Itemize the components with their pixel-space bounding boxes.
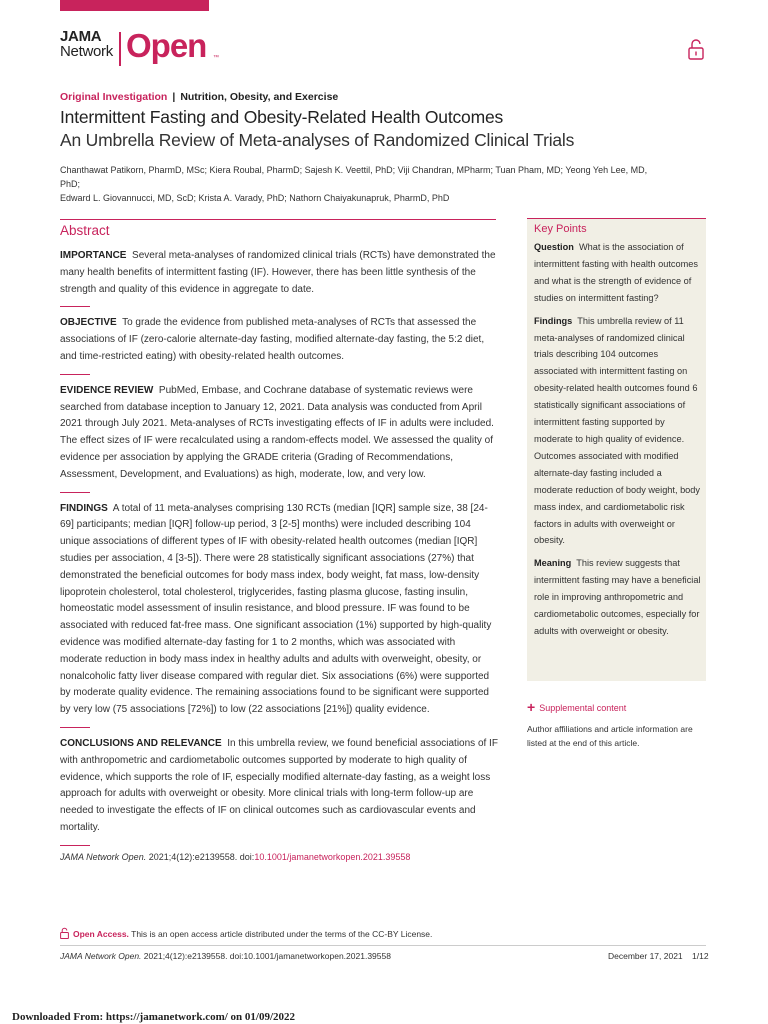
logo-open-text: Open bbox=[126, 27, 207, 64]
doi-link[interactable]: 10.1001/jamanetworkopen.2021.39558 bbox=[254, 852, 411, 862]
abstract-evidence-review bbox=[60, 383, 498, 484]
key-points-heading: Key Points bbox=[534, 223, 587, 235]
abstract-heading: Abstract bbox=[60, 223, 110, 238]
question-label: Question bbox=[534, 242, 574, 252]
section-divider bbox=[60, 727, 90, 728]
open-access-text: This is an open access article distributed under the terms of the CC-BY License. bbox=[131, 929, 433, 939]
page-number: 1/12 bbox=[692, 951, 709, 961]
importance-label: IMPORTANCE bbox=[60, 250, 127, 261]
evidence-text: PubMed, Embase, and Cochrane database of systematic reviews were searched from database inception to January 12, 2021. Data analysis was conducted from April 2021 through July 2021. Meta-analyses of RCTs investigating effects of IF in adults were included. The effect sizes of IF were recalculated using a random-effects model. We assessed the quality of evidence per association by applying the GRADE criteria (Grading of Recommendations, Assessment, Development, and Evaluations) as high, moderate, low, and very low. bbox=[60, 384, 494, 480]
plus-icon: + bbox=[527, 699, 536, 715]
objective-label: OBJECTIVE bbox=[60, 317, 117, 329]
supplemental-label: Supplemental content bbox=[539, 703, 627, 713]
open-lock-icon bbox=[688, 38, 704, 60]
question-text: What is the association of intermittent fasting with health outcomes and what is the strength of evidence of studies on intermittent fasting? bbox=[534, 242, 698, 303]
abstract-findings bbox=[60, 501, 498, 719]
key-points-body bbox=[534, 239, 702, 640]
publication-date: December 17, 2021 bbox=[608, 951, 683, 961]
brand-top-bar bbox=[60, 0, 209, 11]
abstract-conclusions bbox=[60, 736, 498, 837]
article-subtitle: An Umbrella Review of Meta-analyses of Randomized Clinical Trials bbox=[60, 130, 575, 150]
supplemental-content-link[interactable] bbox=[527, 699, 626, 715]
logo-separator bbox=[119, 32, 121, 66]
category-separator: | bbox=[172, 91, 176, 103]
open-access-label: Open Access. bbox=[73, 929, 129, 939]
citation-journal: JAMA Network Open. bbox=[60, 852, 147, 862]
open-access-lock-icon bbox=[60, 927, 69, 939]
abstract-citation bbox=[60, 852, 410, 862]
conclusions-text: In this umbrella review, we found beneficial associations of IF with anthropometric and cardiometabolic outcomes supported by moderate to high quality of evidence, which supports the role of IF, especially modified alternate-day fasting, as a weight loss approach for adults with overweight or obesity. More clinical trials with long-term follow-up are needed to investigate the effects of IF on clinical outcomes such as cardiovascular events and mortality. bbox=[60, 737, 498, 833]
footer-journal: JAMA Network Open. bbox=[60, 951, 142, 961]
abstract-objective bbox=[60, 315, 498, 365]
author-list bbox=[60, 163, 660, 205]
section-divider bbox=[60, 374, 90, 375]
footer-divider bbox=[60, 945, 706, 946]
key-points-box bbox=[527, 218, 706, 681]
conclusions-label: CONCLUSIONS AND RELEVANCE bbox=[60, 737, 222, 749]
logo-network-text: Network bbox=[60, 43, 113, 60]
article-type[interactable]: Original Investigation bbox=[60, 91, 168, 103]
findings-label: FINDINGS bbox=[60, 502, 108, 514]
section-divider bbox=[60, 492, 90, 493]
objective-text: To grade the evidence from published meta-analyses of RCTs that assessed the associations of IF (zero-calorie alternate-day fasting, modified alternate-day fasting, the 5:2 diet, and time-restricted eating) with obesity-related health outcomes. bbox=[60, 317, 485, 362]
evidence-label: EVIDENCE REVIEW bbox=[60, 384, 154, 396]
article-category bbox=[60, 91, 338, 103]
authors-line-2: Edward L. Giovannucci, MD, ScD; Krista A. Varady, PhD; Nathorn Chaiyakunapruk, PharmD, PhD bbox=[60, 193, 450, 203]
kp-findings-label: Findings bbox=[534, 315, 573, 326]
key-point-findings bbox=[534, 313, 702, 550]
citation-details: 2021;4(12):e2139558. doi: bbox=[148, 852, 255, 862]
footer-citation-details: 2021;4(12):e2139558. doi:10.1001/jamanetworkopen.2021.39558 bbox=[143, 951, 391, 961]
meaning-label: Meaning bbox=[534, 558, 572, 569]
download-stamp: Downloaded From: https://jamanetwork.com/ on 01/09/2022 bbox=[12, 1011, 296, 1023]
abstract-body bbox=[60, 248, 498, 854]
section-divider bbox=[60, 306, 90, 307]
meaning-text: This review suggests that intermittent fasting may have a beneficial role in improving anthropometric and cardiometabolic outcomes, especially for adults with overweight or obesity. bbox=[534, 558, 701, 636]
article-topic[interactable]: Nutrition, Obesity, and Exercise bbox=[180, 91, 339, 103]
open-access-notice bbox=[60, 927, 432, 939]
kp-findings-text: This umbrella review of 11 meta-analyses of randomized clinical trials describing 104 outcomes associated with intermittent fasting on obesity-related health outcomes found 6 statistically significant associations of intermittent fasting supported by moderate to high quality of evidence. Outcomes associated with modified alternate-day fasting included a moderate reduction of body weight, body mass index, and cardiometabolic risk factors in adults with overweight or obesity. bbox=[534, 315, 700, 546]
authors-line-1: Chanthawat Patikorn, PharmD, MSc; Kiera Roubal, PharmD; Sajesh K. Veettil, PhD; Viji Chandran, MPharm; Tuan Pham, MD; Yeong Yeh Lee, MD, PhD; bbox=[60, 165, 648, 189]
logo-jama-text: JAMA bbox=[60, 28, 102, 45]
abstract-importance bbox=[60, 248, 498, 298]
key-point-question bbox=[534, 239, 702, 307]
findings-text: A total of 11 meta-analyses comprising 130 RCTs (median [IQR] sample size, 38 [24-69] participants; median [IQR] follow-up period, 3 [2-5] months) were included describing 104 unique associations of different types of IF with obesity-related health outcomes (median [IQR] studies per association, 4 [3-5]). There were 28 statistically significant associations (27%) that demonstrated the beneficial outcomes for body mass index, body weight, fat mass, low-density lipoprotein cholesterol, total cholesterol, triglycerides, fasting plasma glucose, fasting insulin, homeostatic model assessment of insulin resistance, and blood pressure. IF was found to be associated with reduced fat-free mass. One significant association (1%) supported by high-quality evidence was modified alternate-day fasting for 1 to 2 months, which was associated with moderate reduction in body mass index in healthy adults and adults with overweight, obesity, or nonalcoholic fatty liver disease compared with regular diet. Six associations (6%) were supported by moderate quality evidence. The remaining associations found to be significant were supported by very low (75 associations [72%]) to low (22 associations [21%]) quality evidence. bbox=[60, 502, 492, 716]
key-point-meaning bbox=[534, 555, 702, 640]
footer-citation bbox=[60, 951, 391, 961]
article-title: Intermittent Fasting and Obesity-Related Health Outcomes bbox=[60, 107, 504, 127]
section-divider bbox=[60, 845, 90, 846]
logo-trademark: ™ bbox=[213, 55, 219, 61]
importance-text: Several meta-analyses of randomized clinical trials (RCTs) have demonstrated the many health benefits of intermittent fasting (IF). However, there has been little synthesis of the strength and quality of this evidence in aggregate to date. bbox=[60, 250, 496, 295]
affiliations-note: Author affiliations and article information are listed at the end of this article. bbox=[527, 724, 693, 748]
abstract-header bbox=[60, 219, 496, 238]
